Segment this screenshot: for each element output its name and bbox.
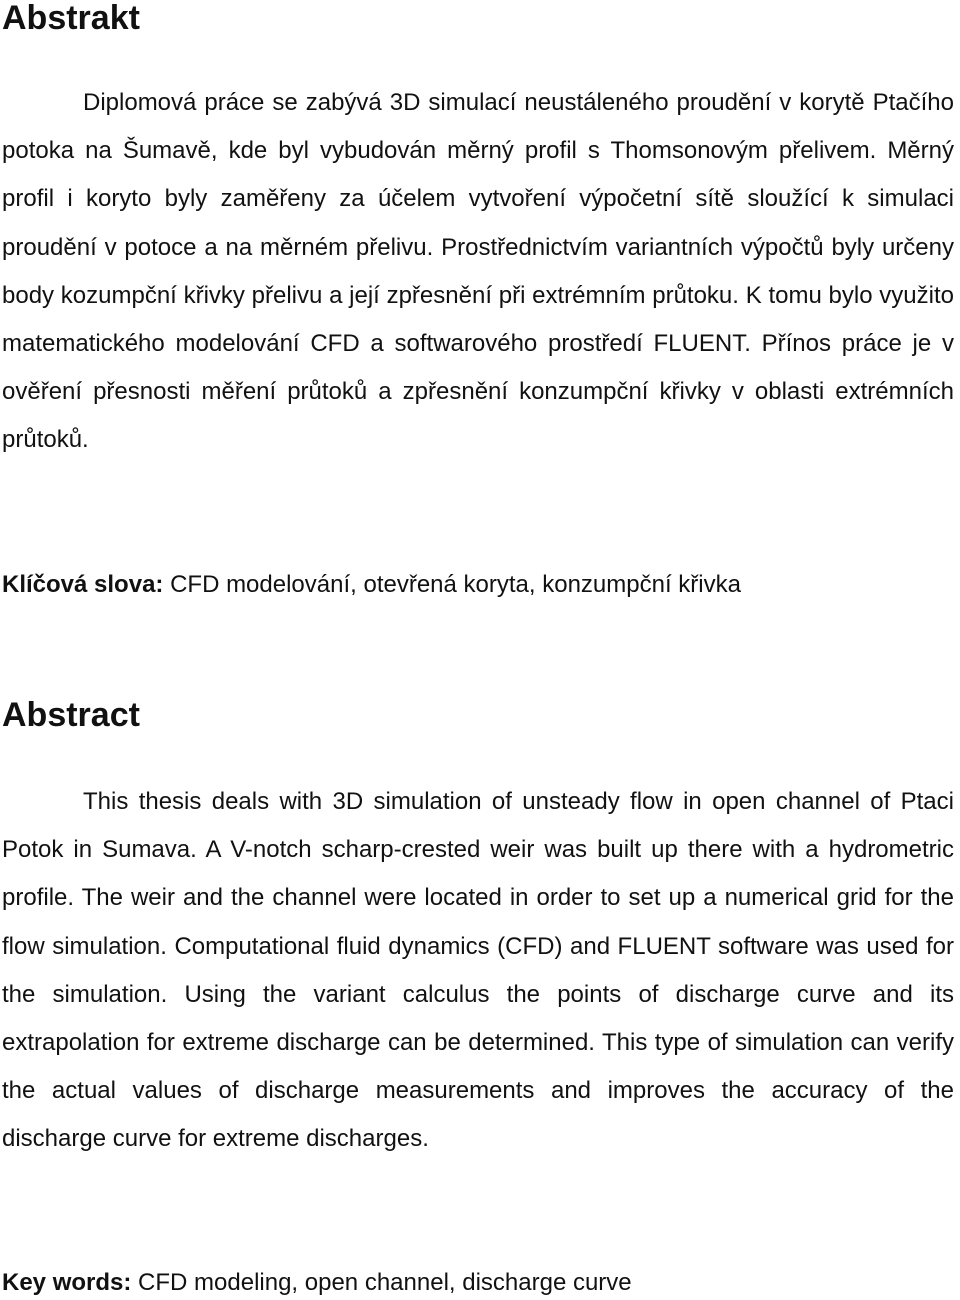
abstract-keywords-label: Key words: <box>2 1269 132 1296</box>
abstract-heading: Abstract <box>2 696 140 734</box>
abstrakt-keywords-text: CFD modelování, otevřená koryta, konzumpční křivka <box>163 571 741 598</box>
abstrakt-keywords-label: Klíčová slova: <box>2 571 164 598</box>
abstrakt-keywords <box>2 568 954 602</box>
abstrakt-paragraph: Diplomová práce se zabývá 3D simulací neustáleného proudění v korytě Ptačího potoka na Šumavě, kde byl vybudován měrný profil s Thomsonovým přelivem. Měrný profil i koryto byly zaměřeny za účelem vytvoření výpočetní sítě sloužící k simulaci proudění v potoce a na měrném přelivu. Prostřednictvím variantních výpočtů byly určeny body kozumpční křivky přelivu a její zpřesnění při extrémním průtoku. K tomu bylo využito matematického modelování CFD a softwarového prostředí FLUENT. Přínos práce je v ověření přesnosti měření průtoků a zpřesnění konzumpční křivky v oblasti extrémních průtoků. <box>2 89 954 454</box>
abstract-paragraph: This thesis deals with 3D simulation of unsteady flow in open channel of Ptaci Potok in Sumava. A V-notch scharp-crested weir was built up there with a hydrometric profile. The weir and the channel were located in order to set up a numerical grid for the flow simulation. Computational fluid dynamics (CFD) and FLUENT software was used for the simulation. Using the variant calculus the points of discharge curve and its extrapolation for extreme discharge can be determined. This type of simulation can verify the actual values of discharge measurements and improves the accuracy of the discharge curve for extreme discharges. <box>2 788 954 1153</box>
abstract-keywords <box>2 1266 954 1300</box>
abstrakt-heading: Abstrakt <box>2 0 140 37</box>
abstract-keywords-text: CFD modeling, open channel, discharge curve <box>131 1269 632 1296</box>
